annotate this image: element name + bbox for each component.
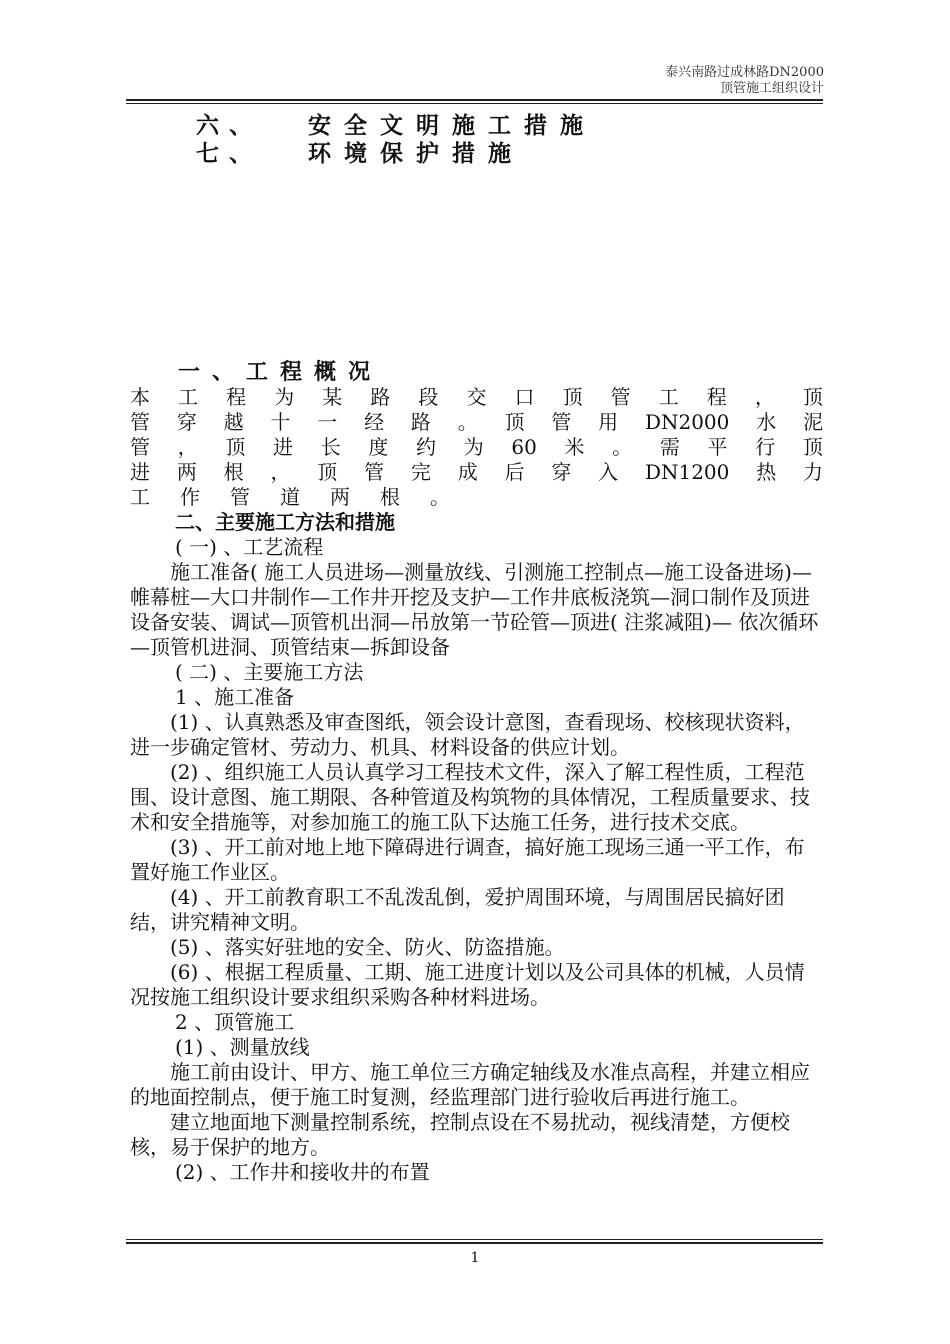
- overview-token: ，: [270, 460, 291, 484]
- overview-line: [130, 385, 823, 410]
- page-header: [665, 65, 824, 97]
- overview-token: DN1200: [644, 460, 730, 484]
- header-rule: [126, 99, 823, 101]
- subitem-survey: (1) 、测量放线: [175, 1035, 310, 1059]
- overview-token: 顶: [504, 410, 525, 434]
- overview-token: 管: [364, 460, 385, 484]
- overview-token: 作: [180, 485, 200, 509]
- overview-token: 本: [130, 385, 150, 409]
- page-number: 1: [470, 1250, 480, 1266]
- overview-token: ，: [754, 385, 775, 409]
- prep-paragraph: (3) 、开工前对地上地下障碍进行调查，搞好施工现场三通一平工作，布置好施工作业区。: [130, 835, 805, 884]
- overview-token: DN2000: [644, 410, 730, 434]
- overview-token: 泥: [803, 410, 823, 434]
- table-of-contents: [196, 112, 596, 168]
- overview-token: 根: [223, 460, 244, 484]
- overview-token: 经: [364, 410, 385, 434]
- overview-token: 顶: [802, 435, 823, 459]
- overview-line: [130, 435, 823, 460]
- overview-token: 穿: [551, 460, 572, 484]
- overview-token: 米: [564, 435, 585, 459]
- subheading-main-methods: ( 二) 、主要施工方法: [175, 660, 364, 684]
- toc-number: 六、: [196, 112, 262, 139]
- item-pipe-jacking: 2 、顶管施工: [175, 1010, 295, 1034]
- overview-line: [130, 460, 823, 485]
- overview-token: 管: [230, 485, 250, 509]
- item-construction-preparation: 1 、施工准备: [175, 685, 295, 709]
- overview-token: 口: [514, 385, 535, 409]
- overview-token: 交: [466, 385, 487, 409]
- overview-token: 成: [457, 460, 478, 484]
- toc-item-6: [196, 112, 596, 140]
- footer-rule: [126, 1239, 823, 1240]
- overview-token: 水: [756, 410, 777, 434]
- overview-token: 某: [322, 385, 343, 409]
- overview-token: 顶: [225, 435, 246, 459]
- overview-token: 顶: [802, 385, 823, 409]
- prep-paragraph: (5) 、落实好驻地的安全、防火、防盗措施。: [170, 935, 565, 959]
- overview-token: 入: [598, 460, 619, 484]
- overview-token: 段: [418, 385, 439, 409]
- overview-token: 两: [330, 485, 350, 509]
- prep-paragraph: (2) 、组织施工人员认真学习工程技术文件，深入了解工程性质，工程范围、设计意图、施工期限、各种管道及构筑物的具体情况，工程质量要求、技术和安全措施等，对参加施工的施工队下达施工任务，进行技术交底。: [130, 760, 810, 834]
- overview-token: 两: [176, 460, 197, 484]
- overview-token: 顶: [317, 460, 338, 484]
- overview-token: 根: [380, 485, 400, 509]
- overview-token: 程: [706, 385, 727, 409]
- overview-token: 力: [803, 460, 823, 484]
- overview-token: 路: [370, 385, 391, 409]
- header-doc-title: 顶管施工组织设计: [719, 81, 824, 96]
- overview-token: 热: [756, 460, 777, 484]
- toc-number: 七、: [196, 140, 262, 167]
- overview-token: 后: [504, 460, 525, 484]
- overview-token: 行: [755, 435, 776, 459]
- toc-text: 安全文明施工措施: [308, 112, 596, 139]
- overview-token: 越: [223, 410, 244, 434]
- overview-token: 道: [280, 485, 300, 509]
- section-heading-overview: 一、工程概况: [178, 359, 383, 385]
- overview-token: 进: [130, 460, 150, 484]
- overview-token: 度: [368, 435, 389, 459]
- toc-text: 环境保护措施: [308, 140, 524, 167]
- subitem-well-layout: (2) 、工作井和接收井的布置: [175, 1160, 430, 1184]
- overview-token: 长: [320, 435, 341, 459]
- process-flow-text: 施工准备( 施工人员进场—测量放线、引测施工控制点—施工设备进场)— 帷幕桩—大口井制作—工作井开挖及支护—工作井底板浇筑—洞口制作及顶进设备安装、调试—顶管机出洞—吊放第一节砼管—顶进( 注浆减阻)— 依次循环—顶管机进洞、顶管结束—拆卸设备: [130, 560, 819, 659]
- overview-token: 十: [270, 410, 291, 434]
- overview-token: 平: [707, 435, 728, 459]
- overview-token: ，: [177, 435, 198, 459]
- section-heading-methods: 二、主要施工方法和措施: [175, 510, 395, 534]
- document-body: [130, 360, 823, 1185]
- overview-token: 用: [598, 410, 619, 434]
- overview-token: 程: [226, 385, 247, 409]
- overview-token: 顶: [562, 385, 583, 409]
- overview-token: 工: [130, 485, 150, 509]
- overview-token: 管: [130, 410, 150, 434]
- overview-token: 60: [511, 435, 537, 459]
- prep-paragraph: (6) 、根据工程质量、工期、施工进度计划以及公司具体的机械，人员情况按施工组织设计要求组织采购各种材料进场。: [130, 960, 805, 1009]
- header-rule-thin: [126, 103, 823, 104]
- overview-line: [130, 485, 823, 510]
- overview-token: 工: [658, 385, 679, 409]
- header-project-name: 泰兴南路过成林路DN2000: [665, 65, 824, 80]
- overview-token: 路: [410, 410, 431, 434]
- overview-token: 一: [317, 410, 338, 434]
- overview-token: 。: [612, 435, 633, 459]
- overview-token: 管: [130, 435, 150, 459]
- overview-paragraph: [130, 385, 823, 510]
- survey-paragraph: 施工前由设计、甲方、施工单位三方确定轴线及水准点高程，并建立相应的地面控制点，便于施工时复测，经监理部门进行验收后再进行施工。: [130, 1060, 810, 1109]
- prep-paragraph: (1) 、认真熟悉及审查图纸，领会设计意图，查看现场、校核现状资料，进一步确定管材、劳动力、机具、材料设备的供应计划。: [130, 710, 805, 759]
- overview-token: 管: [610, 385, 631, 409]
- overview-token: 需: [659, 435, 680, 459]
- overview-token: 进: [273, 435, 294, 459]
- footer-rule-thick: [126, 1242, 823, 1244]
- overview-token: 为: [274, 385, 295, 409]
- overview-token: 穿: [176, 410, 197, 434]
- overview-token: 工: [178, 385, 199, 409]
- overview-line: [130, 410, 823, 435]
- overview-token: 为: [463, 435, 484, 459]
- toc-item-7: [196, 140, 596, 168]
- overview-token: 约: [416, 435, 437, 459]
- overview-token: 。: [430, 485, 450, 509]
- prep-paragraph: (4) 、开工前教育职工不乱泼乱倒，爱护周围环境，与周围居民搞好团结，讲究精神文明。: [130, 885, 785, 934]
- survey-paragraph: 建立地面地下测量控制系统，控制点设在不易扰动，视线清楚，方便校核，易于保护的地方。: [130, 1110, 790, 1159]
- overview-token: 。: [457, 410, 478, 434]
- subheading-process-flow: ( 一) 、工艺流程: [175, 535, 324, 559]
- overview-token: 管: [551, 410, 572, 434]
- overview-token: 完: [410, 460, 431, 484]
